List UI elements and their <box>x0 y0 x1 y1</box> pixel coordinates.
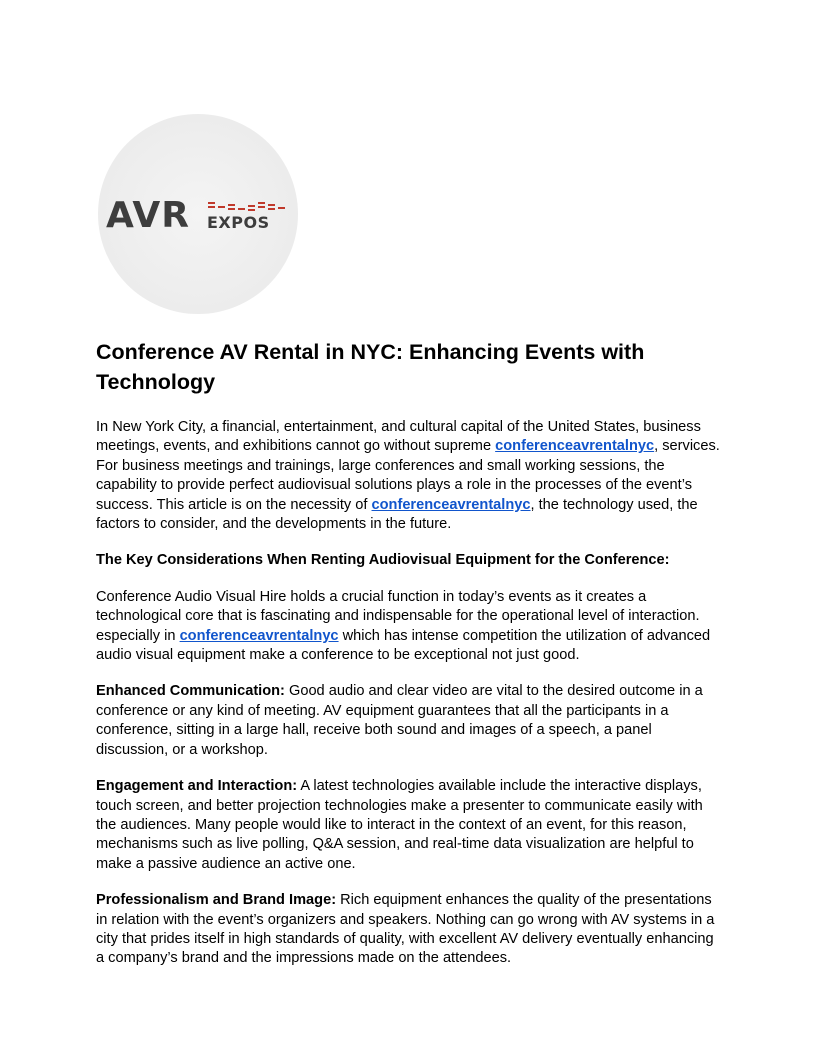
conferenceavrentalnyc-link-2[interactable]: conferenceavrentalnyc <box>371 496 531 513</box>
equalizer-bars-icon <box>208 202 285 211</box>
av-hire-text-2: which has intense competition the utilization of advanced audio visual equipment make a conference to be exceptional not just good. <box>96 627 711 664</box>
enhanced-communication-label: Enhanced Communication: <box>96 683 285 700</box>
engagement-interaction-paragraph <box>96 777 722 874</box>
enhanced-communication-paragraph <box>96 682 722 760</box>
intro-text-1: In New York City, a financial, entertainment, and cultural capital of the United States, business meetings, events, and exhibitions cannot go without supreme <box>96 419 701 455</box>
av-hire-text-1: Conference Audio Visual Hire holds a crucial function in today’s events as it creates a technological core that is fascinating and indispensable for the operational level of interaction. especially in <box>96 588 700 644</box>
engagement-interaction-label: Engagement and Interaction: <box>96 778 298 795</box>
conferenceavrentalnyc-link-1[interactable]: conferenceavrentalnyc <box>495 438 655 455</box>
company-logo <box>98 114 298 314</box>
professionalism-brand-paragraph <box>96 891 722 969</box>
article <box>96 337 722 986</box>
logo-sub-text: EXPOS <box>207 213 270 232</box>
article-title: Conference AV Rental in NYC: Enhancing Events with Technology <box>96 340 645 394</box>
intro-paragraph <box>96 418 722 534</box>
logo-brand-text: AVR <box>106 195 190 236</box>
engagement-interaction-text: A latest technologies available include the interactive displays, touch screen, and better projection technologies make a presenter to communicate easily with the audiences. Many people would like to interact in the context of an event, for this reason, mechanisms such as live polling, Q&A session, and real-time data visualization are helpful to make a passive audience an active one. <box>96 778 703 872</box>
section-subheading: The Key Considerations When Renting Audiovisual Equipment for the Conference: <box>96 552 670 569</box>
intro-text-3: , the technology used, the factors to consider, and the developments in the future. <box>96 496 698 533</box>
professionalism-brand-label: Professionalism and Brand Image: <box>96 892 337 909</box>
avr-expos-logo-icon <box>98 114 298 314</box>
intro-text-2: , services. For business meetings and trainings, large conferences and small working sessions, the capability to provide perfect audiovisual solutions plays a role in the processes of the event’s success. This article is on the necessity of <box>96 438 720 513</box>
av-hire-paragraph <box>96 588 722 666</box>
conferenceavrentalnyc-link-3[interactable]: conferenceavrentalnyc <box>179 627 339 644</box>
professionalism-brand-text: Rich equipment enhances the quality of the presentations in relation with the event’s organizers and speakers. Nothing can go wrong with AV systems in a city that prides itself in high standards of quality, with excellent AV delivery eventually enhancing a company’s brand and the impressions made on the attendees. <box>96 892 715 967</box>
enhanced-communication-text: Good audio and clear video are vital to the desired outcome in a conference or any kind of meeting. AV equipment guarantees that all the participants in a conference, sitting in a large hall, receive both sound and images of a speech, a panel discussion, or a workshop. <box>96 683 703 758</box>
